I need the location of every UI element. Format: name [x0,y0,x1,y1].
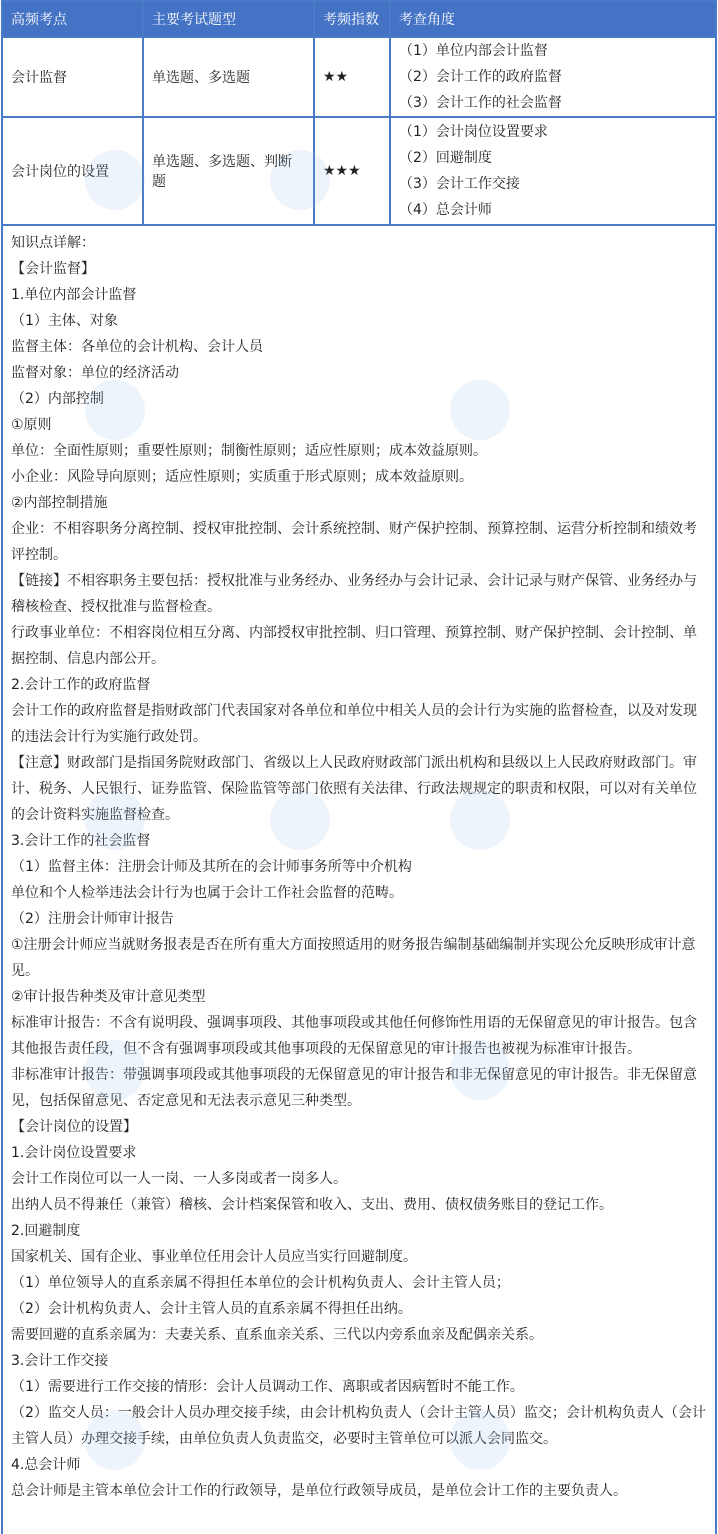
detail-paragraph: 3.会计工作交接 [11,1353,109,1369]
header-frequency: 考频指数 [314,1,390,37]
header-topic: 高频考点 [2,1,143,37]
detail-paragraph: ①注册会计师应当就财务报表是否在所有重大方面按照适用的财务报告编制基础编制并实现公允反映形成审计意见。 [11,937,696,979]
header-types: 主要考试题型 [143,1,314,37]
detail-paragraph: 监督对象：单位的经济活动 [11,365,179,381]
angle-item: （1）会计岗位设置要求 [399,124,548,140]
detail-paragraph: 【链接】不相容职务主要包括：授权批准与业务经办、业务经办与会计记录、会计记录与财产保管、业务经办与稽核检查、授权批准与监督检查。 [11,573,697,615]
stars-rating: ★★ [314,37,390,117]
detail-paragraph: ①原则 [11,417,52,433]
detail-paragraph: 会计工作岗位可以一人一岗、一人多岗或者一岗多人。 [11,1171,347,1187]
detail-paragraph: 1.单位内部会计监督 [11,287,137,303]
angles-cell [390,37,716,117]
detail-paragraph: 标准审计报告：不含有说明段、强调事项段、其他事项段或其他任何修饰性用语的无保留意见的审计报告。包含其他报告责任段，但不含有强调事项段或其他事项段的无保留意见的审计报告也被视为标准审计报告。 [11,1015,697,1057]
detail-paragraph: 会计工作的政府监督是指财政部门代表国家对各单位和单位中相关人员的会计行为实施的监督检查，以及对发现的违法会计行为实施行政处罚。 [11,703,697,745]
detail-paragraph: 1.会计岗位设置要求 [11,1145,137,1161]
table-header-row [2,1,716,37]
detail-paragraph: 【会计监督】 [11,261,95,277]
detail-paragraph: （1）需要进行工作交接的情形：会计人员调动工作、离职或者因病暂时不能工作。 [11,1379,524,1395]
detail-paragraph: 单位和个人检举违法会计行为也属于会计工作社会监督的范畴。 [11,885,403,901]
angle-item: （3）会计工作的社会监督 [399,95,562,111]
table-row [2,117,716,225]
detail-paragraph: 出纳人员不得兼任（兼管）稽核、会计档案保管和收入、支出、费用、债权债务账目的登记工作。 [11,1197,613,1213]
detail-paragraph: ②内部控制措施 [11,495,108,511]
detail-paragraph: （1）监督主体：注册会计师及其所在的会计师事务所等中介机构 [11,859,412,875]
topic-cell: 会计监督 [2,37,143,117]
detail-paragraph: 总会计师是主管本单位会计工作的行政领导，是单位行政领导成员，是单位会计工作的主要负责人。 [11,1483,627,1499]
detail-paragraph: 【注意】财政部门是指国务院财政部门、省级以上人民政府财政部门派出机构和县级以上人民政府财政部门。审计、税务、人民银行、证券监管、保险监管等部门依照有关法律、行政法规规定的职责和权限，可以对有关单位的会计资料实施监督检查。 [11,755,697,823]
detail-paragraph: 【会计岗位的设置】 [11,1119,137,1135]
detail-paragraph: 2.会计工作的政府监督 [11,677,151,693]
stars-rating: ★★★ [314,117,390,225]
types-cell: 单选题、多选题、判断题 [143,117,314,225]
detail-row [2,225,716,1534]
angle-item: （4）总会计师 [399,202,492,218]
topic-cell: 会计岗位的设置 [2,117,143,225]
knowledge-detail-cell [2,225,716,1534]
detail-paragraph: （2）注册会计师审计报告 [11,911,174,927]
detail-paragraph: 4.总会计师 [11,1457,81,1473]
detail-paragraph: 行政事业单位：不相容岗位相互分离、内部授权审批控制、归口管理、预算控制、财产保护控制、会计控制、单据控制、信息内部公开。 [11,625,697,667]
detail-paragraph: 需要回避的直系亲属为：夫妻关系、直系血亲关系、三代以内旁系血亲及配偶亲关系。 [11,1327,543,1343]
angles-cell [390,117,716,225]
detail-paragraph: 监督主体：各单位的会计机构、会计人员 [11,339,263,355]
detail-paragraph: 企业：不相容职务分离控制、授权审批控制、会计系统控制、财产保护控制、预算控制、运营分析控制和绩效考评控制。 [11,521,697,563]
detail-paragraph: （1）单位领导人的直系亲属不得担任本单位的会计机构负责人、会计主管人员； [11,1275,510,1291]
table-row [2,37,716,117]
exam-points-table [1,0,717,1534]
header-angles: 考查角度 [390,1,716,37]
detail-paragraph: 国家机关、国有企业、事业单位任用会计人员应当实行回避制度。 [11,1249,417,1265]
detail-paragraph: （1）主体、对象 [11,313,118,329]
detail-paragraph: 小企业：风险导向原则；适应性原则；实质重于形式原则；成本效益原则。 [11,469,473,485]
angle-item: （2）会计工作的政府监督 [399,69,562,85]
angle-item: （2）回避制度 [399,150,492,166]
detail-paragraph: 单位：全面性原则；重要性原则；制衡性原则；适应性原则；成本效益原则。 [11,443,487,459]
detail-paragraph: 2.回避制度 [11,1223,81,1239]
angle-item: （3）会计工作交接 [399,176,520,192]
detail-paragraph: 非标准审计报告：带强调事项段或其他事项段的无保留意见的审计报告和非无保留意见的审计报告。非无保留意见，包括保留意见、否定意见和无法表示意见三种类型。 [11,1067,697,1109]
detail-paragraph: 知识点详解： [11,235,95,251]
detail-paragraph: 3.会计工作的社会监督 [11,833,151,849]
detail-paragraph: （2）内部控制 [11,391,104,407]
detail-paragraph: ②审计报告种类及审计意见类型 [11,989,206,1005]
detail-paragraph: （2）监交人员：一般会计人员办理交接手续，由会计机构负责人（会计主管人员）监交；会计机构负责人（会计主管人员）办理交接手续，由单位负责人负责监交，必要时主管单位可以派人会同监交。 [11,1405,706,1447]
detail-paragraph: （2）会计机构负责人、会计主管人员的直系亲属不得担任出纳。 [11,1301,412,1317]
angle-item: （1）单位内部会计监督 [399,43,548,59]
types-cell: 单选题、多选题 [143,37,314,117]
